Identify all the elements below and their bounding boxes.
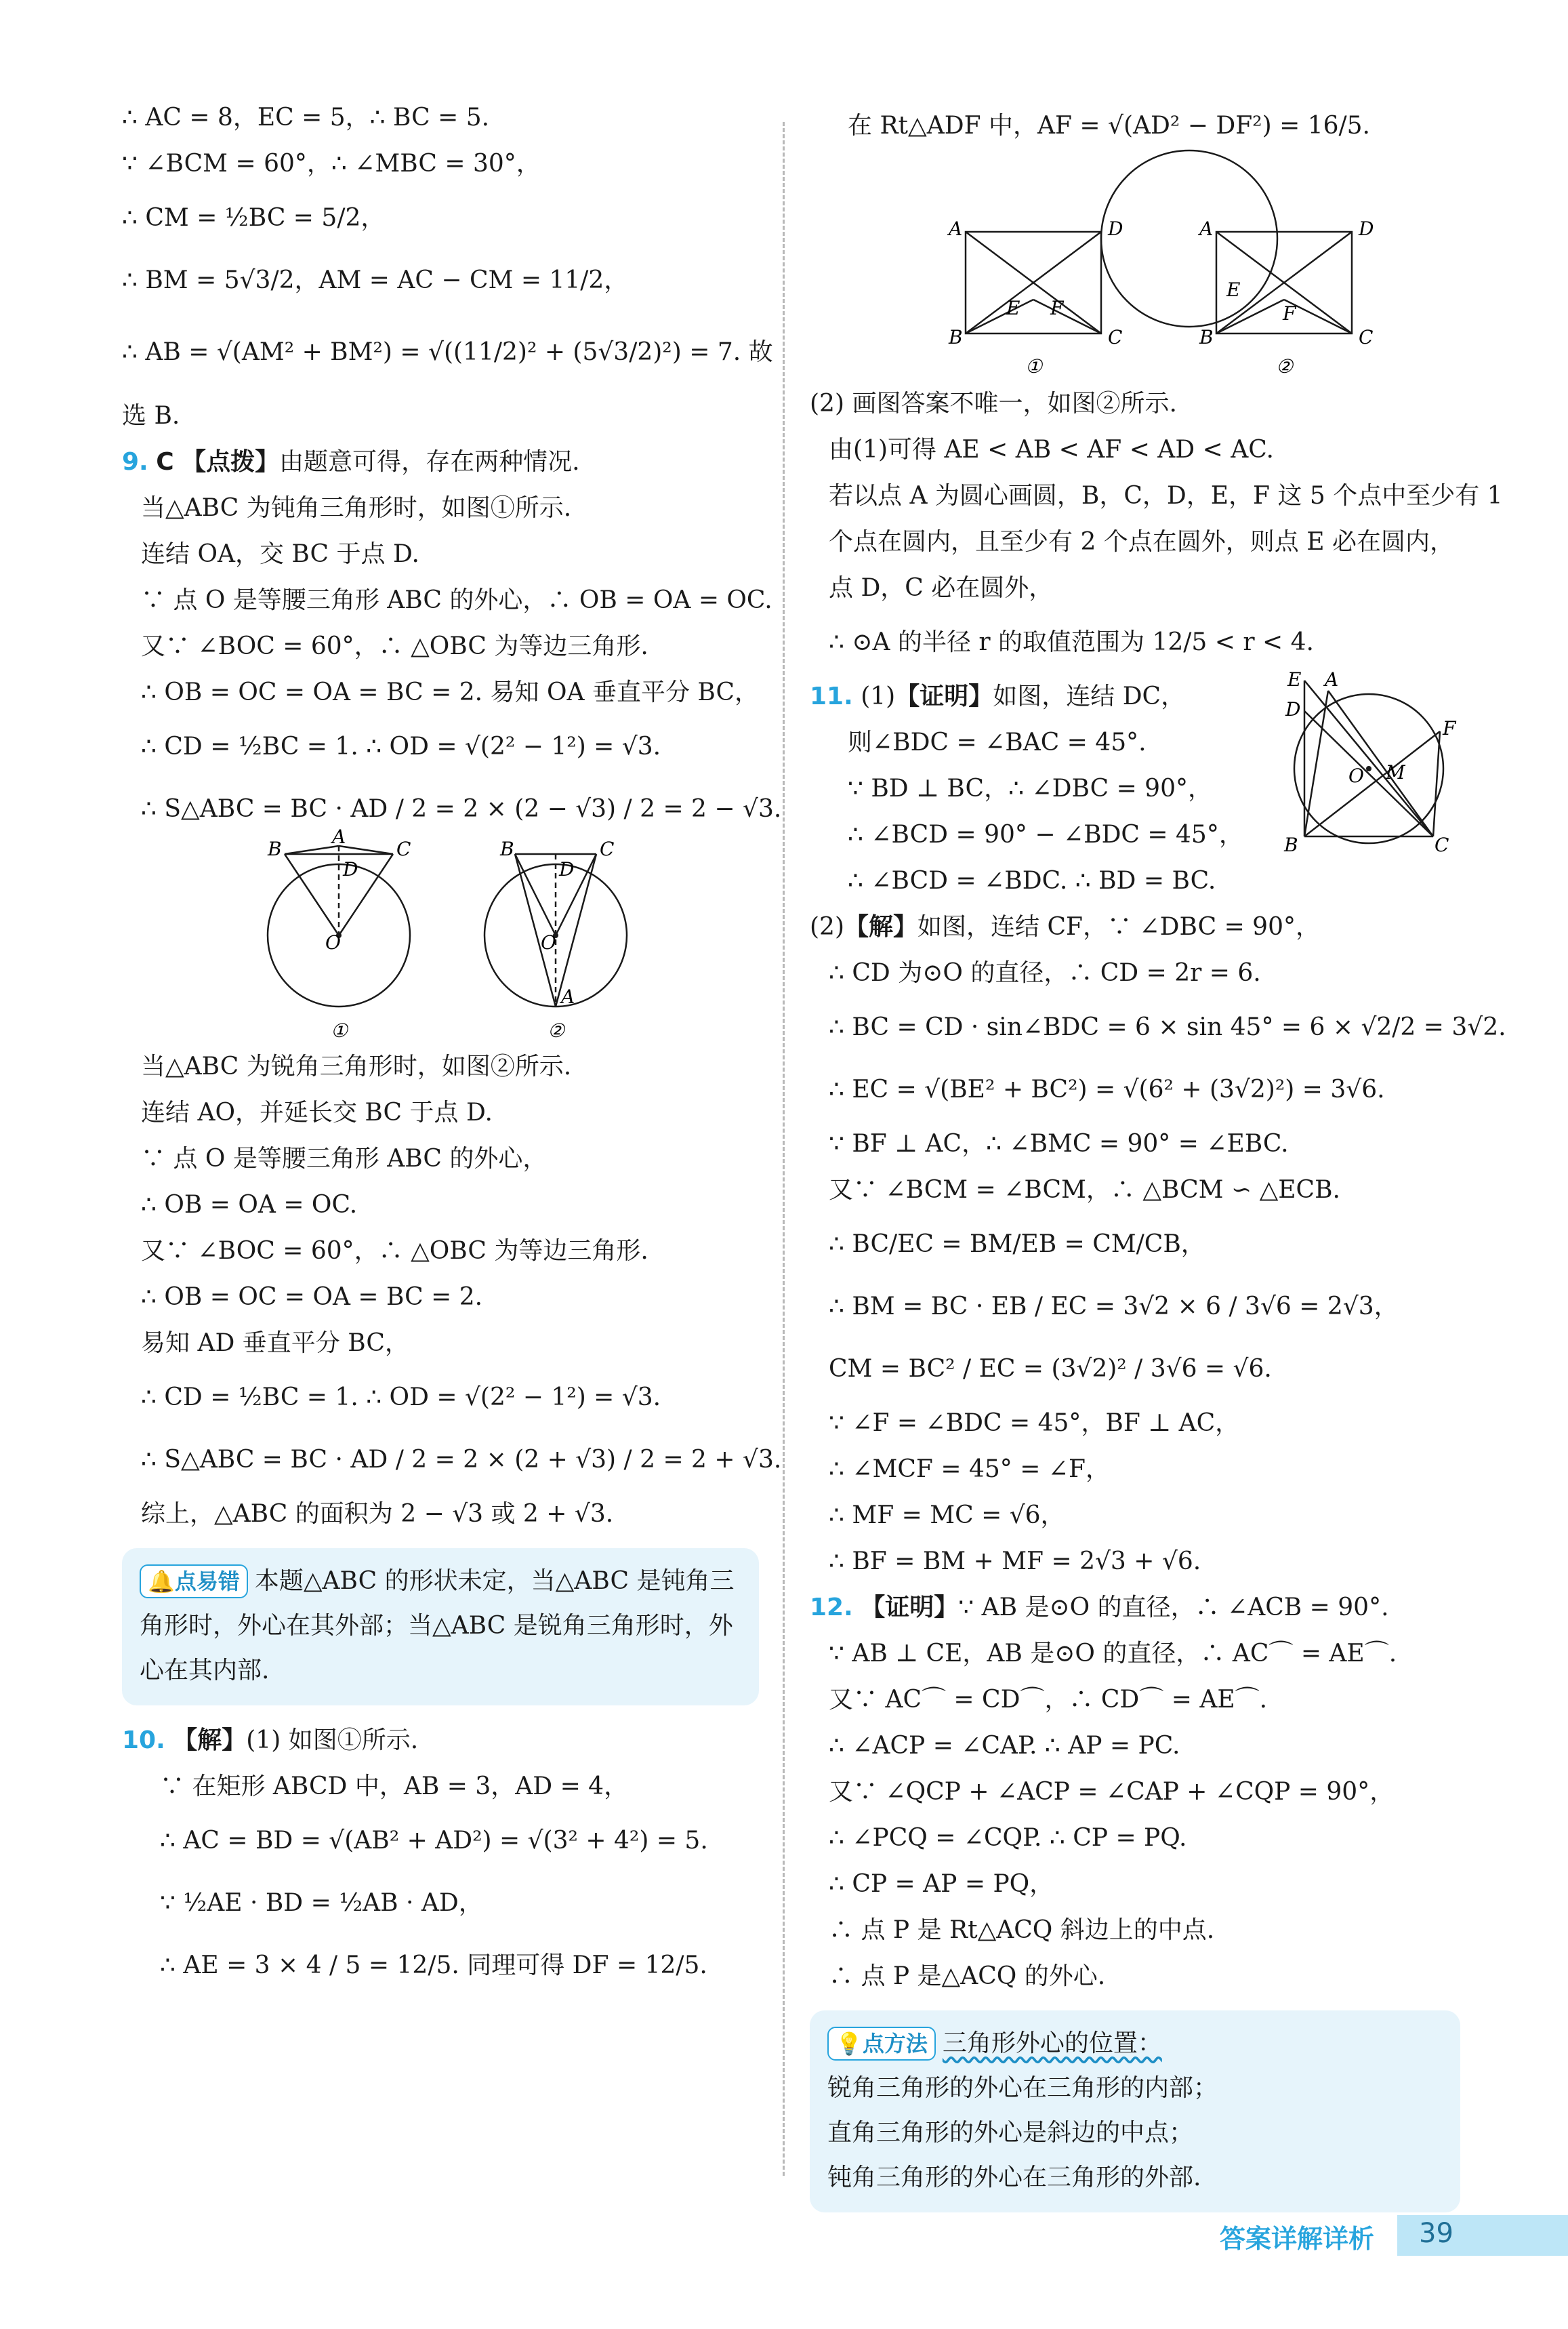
note-title: 三角形外心的位置： [942, 2029, 1162, 2057]
fig-label: C [1108, 326, 1123, 348]
note-line: 钝角三角形的外心在三角形的外部. [827, 2164, 1201, 2191]
text-line: ∵ 在矩形 ABCD 中，AB = 3，AD = 4， [160, 1773, 629, 1800]
fig-label: O [1348, 765, 1364, 787]
text-line: ∴ CD 为⊙O 的直径，∴ CD = 2r = 6. [829, 959, 1261, 987]
question-11-block [810, 668, 1460, 904]
text-line: 个点在圆内，且至少有 2 个点在圆外，则点 E 必在圆内， [829, 528, 1454, 556]
text-line: ∴ S△ABC = BC · AD / 2 = 2 × (2 − √3) / 2 = 2 − √3. [141, 795, 782, 823]
note-line [140, 1559, 741, 1604]
text-line: ∴ MF = MC = √6， [829, 1501, 1065, 1529]
text-line: 由(1)可得 AE < AB < AF < AD < AC. [829, 436, 1274, 464]
text-line: ∴ 点 P 是 Rt△ACQ 斜边上的中点. [829, 1916, 1215, 1944]
text-line: ∴ ∠ACP = ∠CAP. ∴ AP = PC. [829, 1732, 1180, 1760]
fig-label: E [1287, 668, 1302, 691]
fig-label: F [1050, 297, 1064, 319]
fig-label: ① [331, 1019, 348, 1042]
text-line: 又∵ ∠QCP + ∠ACP = ∠CAP + ∠CQP = 90°， [829, 1778, 1395, 1806]
fig-label: A [1325, 668, 1339, 691]
fig-label: O [325, 931, 341, 954]
text-line [810, 904, 1460, 950]
text-line: ∴ OB = OC = OA = BC = 2. 易知 OA 垂直平分 BC， [141, 679, 760, 706]
text-line: ∵ 点 O 是等腰三角形 ABC 的外心，∴ OB = OA = OC. [141, 586, 772, 614]
fig-label: B [1284, 834, 1298, 856]
fig-label: ① [1025, 355, 1043, 378]
left-column [122, 95, 782, 1997]
footer-label: 答案详解详析 [1220, 2224, 1375, 2254]
text-line: ∴ EC = √(BE² + BC²) = √(6² + (3√2)²) = 3√6. [829, 1076, 1385, 1103]
question-number: 11. [810, 683, 853, 710]
text-line: ∴ CD = ½BC = 1. ∴ OD = √(2² − 1²) = √3. [141, 1383, 661, 1411]
note-line [827, 2021, 1443, 2066]
fig-label: C [600, 838, 615, 860]
text-line: ∴ CP = AP = PQ， [829, 1870, 1054, 1898]
text-line: ∴ ⊙A 的半径 r 的取值范围为 12/5 < r < 4. [829, 628, 1314, 656]
note-line: 直角三角形的外心是斜边的中点； [827, 2119, 1194, 2147]
hint-tag: 【点拨】 [182, 448, 280, 476]
question-10-header [122, 1718, 759, 1764]
text-line: ∴ AC = 8，EC = 5，∴ BC = 5. [122, 104, 490, 131]
tip-badge: 💡点方法 [827, 2027, 936, 2061]
fig-label: E [1006, 297, 1020, 319]
fig-label: D [1108, 218, 1123, 240]
lightbulb-icon: 💡 [835, 2031, 863, 2057]
note-line: 心在其内部. [140, 1657, 270, 1684]
text-line: 选 B. [122, 402, 180, 430]
column-divider [783, 122, 785, 2176]
answer-choice: C [156, 448, 174, 476]
text-line: 又∵ ∠BOC = 60°，∴ △OBC 为等边三角形. [141, 1237, 648, 1265]
text-line: ∴ ∠BCD = ∠BDC. ∴ BD = BC. [848, 867, 1216, 895]
text-line: ∵ AB ⊥ CE，AB 是⊙O 的直径，∴ AC⌒ = AE⌒. [829, 1640, 1397, 1667]
text-line: 由题意可得，存在两种情况. [279, 448, 580, 476]
text-line: 连结 OA，交 BC 于点 D. [141, 540, 419, 568]
part-label: (1) [861, 683, 896, 710]
fig-label: M [1386, 761, 1405, 784]
text-line: 易知 AD 垂直平分 BC， [141, 1329, 409, 1357]
fig-label: B [949, 326, 963, 348]
text-line: 综上，△ABC 的面积为 2 − √3 或 2 + √3. [141, 1500, 614, 1528]
text-line: ∴ BM = BC · EB / EC = 3√2 × 6 / 3√6 = 2√3， [829, 1293, 1399, 1320]
text-line: ∴ BF = BM + MF = 2√3 + √6. [829, 1547, 1201, 1575]
text-line: 又∵ AC⌒ = CD⌒，∴ CD⌒ = AE⌒. [829, 1686, 1268, 1714]
text-line: 在 Rt△ADF 中，AF = √(AD² − DF²) = 16/5. [848, 112, 1370, 140]
text-line: ∴ CD = ½BC = 1. ∴ OD = √(2² − 1²) = √3. [141, 733, 661, 761]
text-line: 当△ABC 为锐角三角形时，如图②所示. [141, 1053, 572, 1080]
bell-icon: 🔔 [148, 1568, 175, 1594]
tip-badge: 🔔点易错 [140, 1564, 248, 1598]
text-line: 则∠BDC = ∠BAC = 45°. [848, 729, 1147, 756]
fig-label: E [1226, 279, 1241, 301]
q11-figure [1277, 668, 1460, 857]
fig-label: F [1443, 717, 1456, 740]
fig-label: D [559, 858, 575, 880]
text-line: ∴ AE = 3 × 4 / 5 = 12/5. 同理可得 DF = 12/5. [160, 1951, 707, 1979]
fig-label: C [1359, 326, 1374, 348]
text-line: ∵ ∠BCM = 60°，∴ ∠MBC = 30°， [122, 150, 541, 178]
text-line: ∵ BD ⊥ BC，∴ ∠DBC = 90°， [848, 775, 1212, 803]
part-label: (2) [810, 913, 844, 941]
text-line: CM = BC² / EC = (3√2)² / 3√6 = √6. [829, 1355, 1272, 1383]
text-line: 当△ABC 为钝角三角形时，如图①所示. [141, 494, 572, 522]
text-line: ∴ AB = √(AM² + BM²) = √((11/2)² + (5√3/2)²) = 7. 故 [122, 338, 773, 366]
question-number: 12. [810, 1594, 853, 1621]
text-line: ∵ ½AE · BD = ½AB · AD， [160, 1889, 483, 1917]
text-line: 连结 AO，并延长交 BC 于点 D. [141, 1099, 493, 1127]
text-line: ∵ BF ⊥ AC，∴ ∠BMC = 90° = ∠EBC. [829, 1130, 1289, 1158]
text-line: (1) 如图①所示. [246, 1726, 419, 1754]
fig-label: A [561, 986, 575, 1008]
text-line: ∵ 点 O 是等腰三角形 ABC 的外心， [141, 1145, 548, 1173]
text-line: 又∵ ∠BCM = ∠BCM，∴ △BCM ∽ △ECB. [829, 1176, 1340, 1204]
error-tip-box [122, 1548, 759, 1705]
method-tip-box [810, 2010, 1460, 2212]
question-9-header [122, 439, 759, 485]
fig-label: B [500, 838, 514, 860]
text-line: ∴ AC = BD = √(AB² + AD²) = √(3² + 4²) = 5. [160, 1827, 708, 1855]
right-column [810, 95, 1506, 2225]
text-line: ∵ AB 是⊙O 的直径，∴ ∠ACB = 90°. [958, 1594, 1389, 1621]
text-line: (2) 画图答案不唯一，如图②所示. [810, 390, 1177, 418]
text-line: ∴ ∠PCQ = ∠CQP. ∴ CP = PQ. [829, 1824, 1187, 1852]
text-line: 若以点 A 为圆心画圆，B，C，D，E，F 这 5 个点中至少有 1 [829, 482, 1503, 510]
fig-label: A [949, 218, 963, 240]
q10-figure [810, 157, 1460, 381]
note-text: 本题△ABC 的形状未定，当△ABC 是钝角三 [254, 1567, 735, 1595]
text-line: 如图，连结 DC， [993, 683, 1186, 710]
text-line: ∴ BC = CD · sin∠BDC = 6 × sin 45° = 6 × √2/2 = 3√2. [829, 1013, 1506, 1041]
fig-label: ② [1276, 355, 1294, 378]
q9-figure [122, 826, 759, 1044]
fig-label: A [1199, 218, 1214, 240]
fig-label: D [1359, 218, 1374, 240]
page-number: 39 [1419, 2218, 1453, 2249]
text-line: ∴ OB = OC = OA = BC = 2. [141, 1283, 483, 1311]
text-line: ∴ 点 P 是△ACQ 的外心. [829, 1962, 1106, 1990]
text-line: ∴ S△ABC = BC · AD / 2 = 2 × (2 + √3) / 2 = 2 + √3. [141, 1446, 782, 1474]
text-line: ∴ OB = OA = OC. [141, 1191, 358, 1219]
solution-tag: 【解】 [844, 913, 918, 941]
text-line: ∴ ∠BCD = 90° − ∠BDC = 45°， [848, 821, 1243, 849]
text-line: ∴ BC/EC = BM/EB = CM/CB， [829, 1230, 1205, 1258]
fig-label: B [1199, 326, 1214, 348]
text-line: 点 D，C 必在圆外， [829, 574, 1054, 602]
proof-tag: 【证明】 [861, 1594, 959, 1621]
question-number: 10. [122, 1726, 165, 1754]
text-line: ∴ CM = ½BC = 5/2， [122, 204, 386, 232]
solution-tag: 【解】 [173, 1726, 247, 1754]
fig-label: C [1435, 834, 1449, 856]
text-line: 如图，连结 CF，∵ ∠DBC = 90°， [917, 913, 1320, 941]
text-line: 又∵ ∠BOC = 60°，∴ △OBC 为等边三角形. [141, 632, 648, 660]
fig-label: B [268, 838, 282, 860]
question-number: 9. [122, 448, 148, 476]
note-line: 角形时，外心在其外部；当△ABC 是锐角三角形时，外 [140, 1612, 733, 1640]
fig-label: D [1285, 698, 1301, 721]
fig-label: O [541, 931, 556, 954]
fig-label: A [332, 826, 346, 848]
text-line: ∵ ∠F = ∠BDC = 45°，BF ⊥ AC， [829, 1409, 1240, 1437]
fig-label: ② [548, 1019, 565, 1042]
proof-tag: 【证明】 [895, 683, 993, 710]
text-line: ∴ ∠MCF = 45° = ∠F， [829, 1455, 1110, 1483]
text-line: ∴ BM = 5√3/2，AM = AC − CM = 11/2， [122, 266, 629, 294]
question-12-header [810, 1585, 1460, 1631]
fig-label: D [343, 858, 358, 880]
note-line: 锐角三角形的外心在三角形的内部； [827, 2074, 1218, 2102]
fig-label: C [396, 838, 411, 860]
fig-label: F [1283, 302, 1296, 325]
